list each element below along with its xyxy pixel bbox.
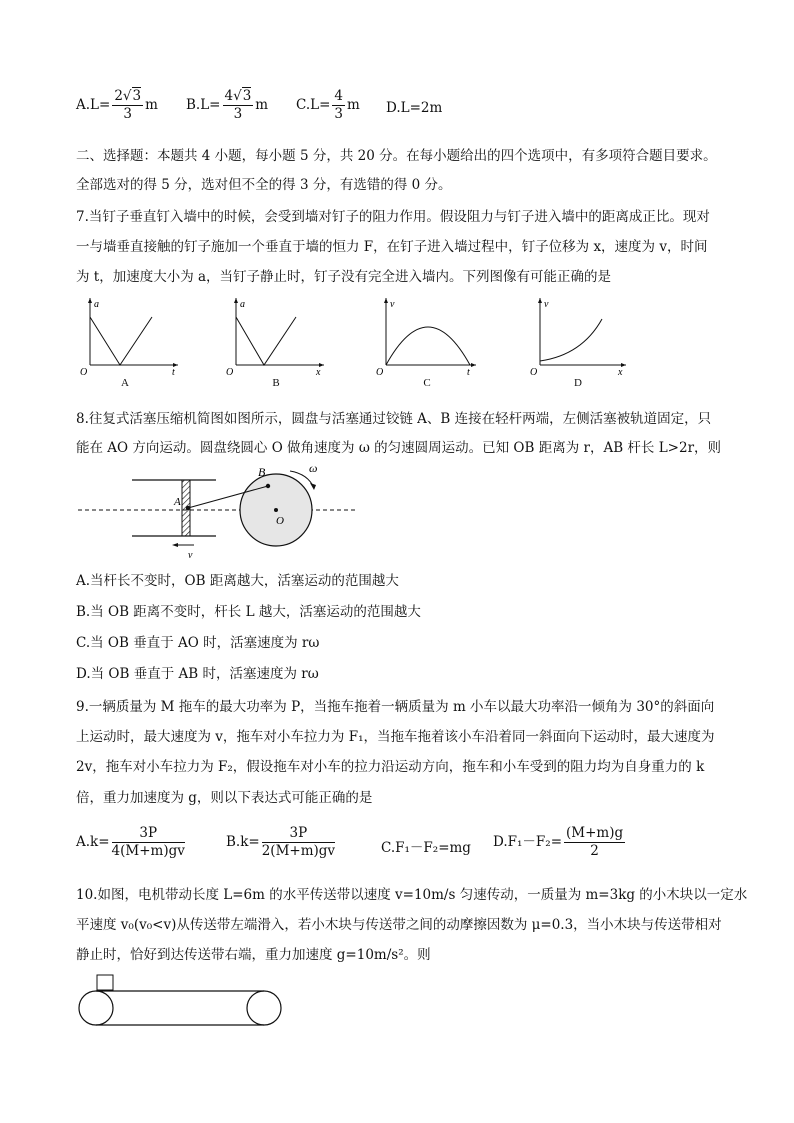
graph-c-xlabel: t: [467, 367, 470, 378]
q8-option-d: D.当 OB 垂直于 AB 时，活塞速度为 rω: [76, 666, 319, 682]
q9-line2: 上运动时，最大速度为 v，拖车对小车拉力为 F₁，当拖车拖着该小车沿着同一斜面向下运动时，最大速度为: [76, 729, 715, 745]
center-o: [274, 508, 278, 512]
q6-option-d: D.L=2m: [386, 100, 443, 116]
q8-option-a: A.当杆长不变时，OB 距离越大，活塞运动的范围越大: [76, 573, 399, 589]
q7-graph-a: [80, 295, 180, 390]
graph-d-label: D: [574, 377, 582, 389]
q7-line2: 一与墙垂直接触的钉子施加一个垂直于墙的恒力 F，在钉子进入墙过程中，钉子位移为 x，速度为 v，时间: [76, 239, 708, 255]
section2-line1: 二、选择题：本题共 4 小题，每小题 5 分，共 20 分。在每小题给出的四个选项中，有多项符合题目要求。: [76, 148, 717, 164]
q8-option-b: B.当 OB 距离不变时，杆长 L 越大，活塞运动的范围越大: [76, 604, 421, 620]
graph-c-label: C: [423, 377, 431, 389]
q10-line1: 10.如图，电机带动长度 L=6m 的水平传送带以速度 v=10m/s 匀速传动，一质量为 m=3kg 的小木块以一定水: [76, 887, 748, 903]
label-v: v: [188, 550, 193, 561]
graph-d-xlabel: x: [618, 367, 623, 378]
q9-option-d: D.F₁－F₂= $\frac{(M+m)g}{2}$: [493, 825, 624, 859]
hinge-b: [266, 484, 270, 488]
q10-line3: 静止时，恰好到达传送带右端，重力加速度 g=10m/s²。则: [76, 947, 431, 963]
q8-line2: 能在 AO 方向运动。圆盘绕圆心 O 做角速度为 ω 的匀速圆周运动。已知 OB 距离为 r，AB 杆长 L>2r，则: [76, 440, 722, 456]
q9-option-c: C.F₁－F₂=mg: [381, 840, 471, 856]
graph-a-ylabel: a: [94, 299, 99, 310]
graph-b-curve: [236, 317, 296, 365]
q9-option-b: B.k= $\frac{3P}{2(M+m)gv}$: [226, 825, 336, 859]
fraction: $\frac{2√3}{3}$: [114, 88, 142, 122]
fraction: $\frac{4}{3}$: [334, 88, 344, 122]
label-o: O: [276, 515, 284, 527]
q9-line4: 倍，重力加速度为 g，则以下表达式可能正确的是: [76, 790, 373, 806]
graph-b-xlabel: x: [316, 367, 321, 378]
q7-graph-d: [530, 295, 630, 390]
label-b: B: [258, 465, 266, 479]
q6-option-b: B.L= $\frac{4√3}{3}$ m: [186, 88, 269, 122]
graph-c-ylabel: v: [390, 299, 395, 310]
q8-compressor-diagram: [76, 458, 366, 564]
q7-line1: 7.当钉子垂直钉入墙中的时候，会受到墙对钉子的阻力作用。假设阻力与钉子进入墙中的距离成正比。现对: [76, 209, 710, 225]
q10-line2: 平速度 v₀(v₀<v)从传送带左端滑入，若小木块与传送带之间的动摩擦因数为 μ=0.3，当小木块与传送带相对: [76, 917, 722, 933]
graph-d-origin: O: [530, 367, 538, 378]
graph-a-origin: O: [80, 367, 88, 378]
fraction: $\frac{4√3}{3}$: [224, 88, 252, 122]
graph-d-curve: [540, 319, 602, 361]
q7-graph-c: [374, 295, 484, 390]
label-omega: ω: [309, 461, 318, 475]
graph-b-label: B: [272, 377, 280, 389]
wood-block: [97, 975, 113, 990]
q9-line1: 9.一辆质量为 M 拖车的最大功率为 P，当拖车拖着一辆质量为 m 小车以最大功率沿一倾角为 30°的斜面向: [76, 699, 715, 715]
section2-line2: 全部选对的得 5 分，选对但不全的得 3 分，有选错的得 0 分。: [76, 177, 452, 193]
q8-option-c: C.当 OB 垂直于 AO 时，活塞速度为 rω: [76, 635, 320, 651]
graph-a-xlabel: t: [172, 367, 175, 378]
q6-option-a: A.L= $\frac{2√3}{3}$ m: [76, 88, 158, 122]
graph-b-origin: O: [226, 367, 234, 378]
graph-a-svg: [80, 295, 180, 390]
graph-c-origin: O: [376, 367, 384, 378]
q9-option-a: A.k= $\frac{3P}{4(M+m)gv}$: [76, 825, 185, 859]
hinge-a: [186, 506, 190, 510]
graph-a-label: A: [121, 377, 129, 389]
graph-b-ylabel: a: [240, 299, 245, 310]
q7-line3: 为 t，加速度大小为 a，当钉子静止时，钉子没有完全进入墙内。下列图像有可能正确的是: [76, 269, 612, 285]
graph-c-curve: [386, 327, 470, 365]
q6-option-c: C.L= $\frac{4}{3}$ m: [296, 88, 360, 122]
left-pulley: [79, 991, 113, 1025]
q9-line3: 2v，拖车对小车拉力为 F₂，假设拖车对小车的拉力沿运动方向，拖车和小车受到的阻力均为自身重力的 k: [76, 759, 705, 775]
q6-option-a-prefix: A.L=: [76, 97, 111, 113]
right-pulley: [247, 991, 281, 1025]
graph-a-curve: [90, 317, 152, 365]
q7-graph-b: [226, 295, 326, 390]
q10-conveyor-diagram: [76, 972, 286, 1030]
q8-line1: 8.往复式活塞压缩机简图如图所示，圆盘与活塞通过铰链 A、B 连接在轻杆两端，左侧活塞被轨道固定，只: [76, 411, 712, 427]
graph-d-ylabel: v: [544, 299, 549, 310]
label-a: A: [174, 496, 181, 508]
